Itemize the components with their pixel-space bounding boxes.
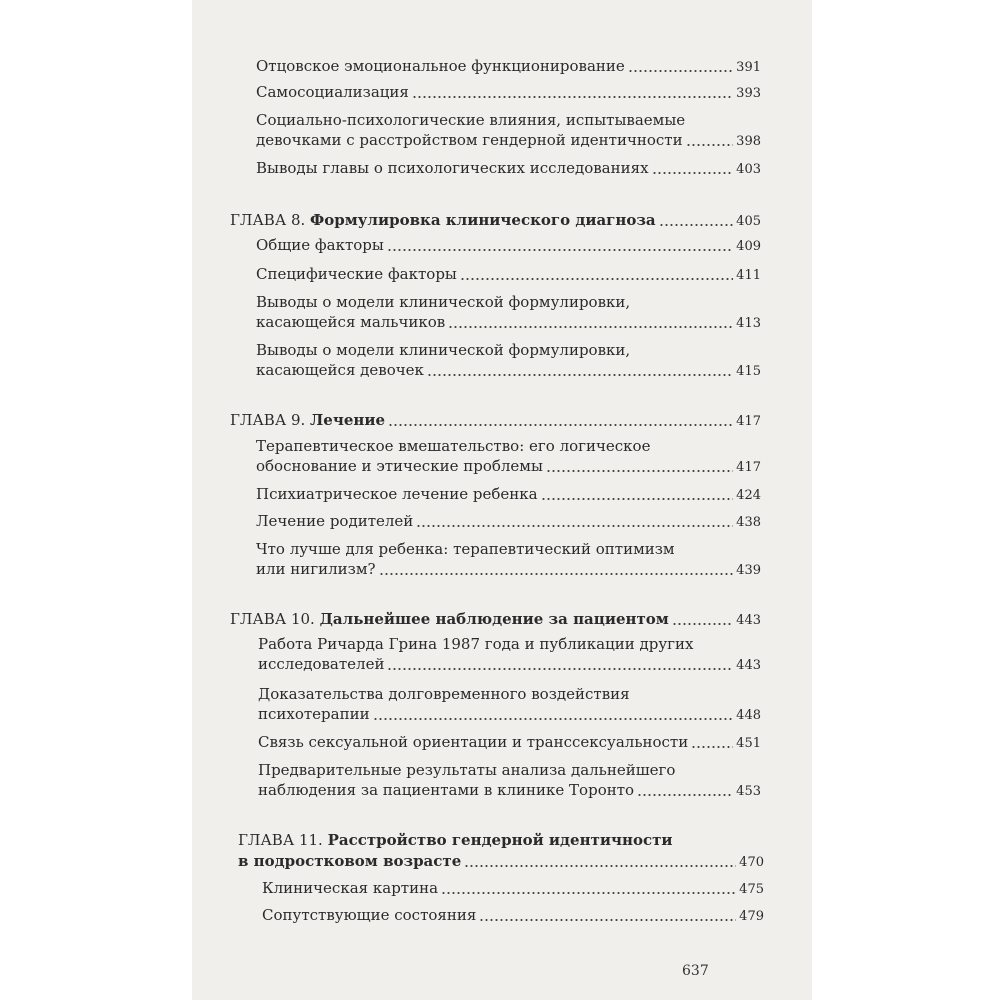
dot-leader [427,374,733,376]
toc-entry [258,655,761,675]
toc-chapter-entry [230,211,761,231]
toc-entry-page: 393 [736,86,761,101]
toc-entry [256,313,761,333]
toc-chapter-entry [230,610,761,630]
chapter-title: в подростковом возрасте [238,852,462,870]
toc-entry-page: 439 [736,563,761,578]
toc-entry-title: Лечение родителей [256,512,414,530]
chapter-title-line1: Расстройство гендерной идентичности [327,831,673,849]
dot-leader [637,794,733,796]
toc-entry [262,879,764,899]
dot-leader [387,668,733,670]
toc-entry-page: 409 [736,239,761,254]
toc-chapter-entry [230,411,761,431]
dot-leader [686,144,734,146]
toc-entry [256,485,761,505]
toc-entry-title-line1: Выводы о модели клинической формулировки, [256,341,631,359]
dot-leader [460,278,733,280]
toc-entry-page: 398 [736,134,761,149]
toc-entry-page: 405 [736,214,761,229]
dot-leader [448,326,733,328]
toc-chapter-entry [238,852,764,872]
toc-chapter-line1 [238,831,673,849]
toc-entry-page: 443 [736,613,761,628]
toc-entry-page: 475 [739,882,764,897]
chapter-title: Дальнейшее наблюдение за пациентом [319,610,669,628]
chapter-title: Формулировка клинического диагноза [310,211,656,229]
toc-entry-title: Клиническая картина [262,879,439,897]
toc-entry [256,361,761,381]
chapter-number: ГЛАВА 8. [230,211,311,229]
toc-entry-page: 413 [736,316,761,331]
toc-entry-title: касающейся мальчиков [256,313,446,331]
toc-entry-title: девочками с расстройством гендерной идентичности [256,131,683,149]
toc-entry-title-line1: Работа Ричарда Грина 1987 года и публикации других [258,635,694,653]
chapter-number: ГЛАВА 9. [230,411,311,429]
chapter-number: ГЛАВА 11. [238,831,328,849]
toc-entry-page: 424 [736,488,761,503]
toc-entry-page: 438 [736,515,761,530]
toc-entry-title: обоснование и этические проблемы [256,457,543,475]
page-number: 637 [682,963,709,979]
toc-entry-title-line1: Выводы о модели клинической формулировки, [256,293,631,311]
dot-leader [628,70,733,72]
toc-entry-title: Самосоциализация [256,83,409,101]
dot-leader [416,525,733,527]
toc-entry-page: 479 [739,909,764,924]
dot-leader [546,470,733,472]
toc-entry [258,781,761,801]
toc-entry-page: 411 [736,268,761,283]
toc-entry [256,236,761,256]
toc-entry [256,57,761,77]
dot-leader [659,224,734,226]
toc-entry-page: 417 [736,414,761,429]
toc-entry-title: исследователей [258,655,385,673]
toc-entry [258,705,761,725]
toc-entry [256,265,761,285]
toc-entry-title: Общие факторы [256,236,384,254]
toc-entry [256,560,761,580]
dot-leader [379,573,734,575]
toc-entry [256,83,761,103]
toc-entry-title: Выводы главы о психологических исследованиях [256,159,649,177]
toc-entry-page: 403 [736,162,761,177]
toc-entry [256,131,761,151]
toc-entry-title: или нигилизм? [256,560,376,578]
toc-entry [256,457,761,477]
toc-entry [262,906,764,926]
dot-leader [441,892,736,894]
dot-leader [652,172,734,174]
dot-leader [672,623,733,625]
toc-entry-title: касающейся девочек [256,361,424,379]
toc-entry-title: Специфические факторы [256,265,457,283]
toc-entry [256,159,761,179]
toc-entry-page: 415 [736,364,761,379]
toc-entry-title: психотерапии [258,705,370,723]
toc-entry-page: 448 [736,708,761,723]
toc-entry-page: 391 [736,60,761,75]
toc-entry-title-line1: Доказательства долговременного воздействия [258,685,630,703]
chapter-title: Лечение [310,411,386,429]
toc-entry-page: 453 [736,784,761,799]
toc-entry-title-line1: Что лучше для ребенка: терапевтический оптимизм [256,540,675,558]
toc-entry [256,512,761,532]
dot-leader [464,865,736,867]
dot-leader [412,96,733,98]
dot-leader [541,498,734,500]
toc-entry-title: наблюдения за пациентами в клинике Торонто [258,781,635,799]
chapter-number: ГЛАВА 10. [230,610,320,628]
toc-entry-title-line1: Социально-психологические влияния, испытываемые [256,111,686,129]
dot-leader [388,424,733,426]
book-page [192,0,812,1000]
toc-entry-page: 451 [736,736,761,751]
toc-entry [258,733,761,753]
toc-entry-title: Отцовское эмоциональное функционирование [256,57,625,75]
toc-entry-page: 443 [736,658,761,673]
toc-entry-title-line1: Предварительные результаты анализа дальнейшего [258,761,676,779]
dot-leader [373,718,734,720]
toc-entry-title: Связь сексуальной ориентации и транссексуальности [258,733,689,751]
dot-leader [479,919,736,921]
toc-entry-title: Психиатрическое лечение ребенка [256,485,538,503]
toc-entry-page: 470 [739,855,764,870]
toc-entry-page: 417 [736,460,761,475]
toc-entry-title: Сопутствующие состояния [262,906,477,924]
dot-leader [691,746,733,748]
toc-entry-title-line1: Терапевтическое вмешательство: его логическое [256,437,651,455]
dot-leader [387,249,733,251]
